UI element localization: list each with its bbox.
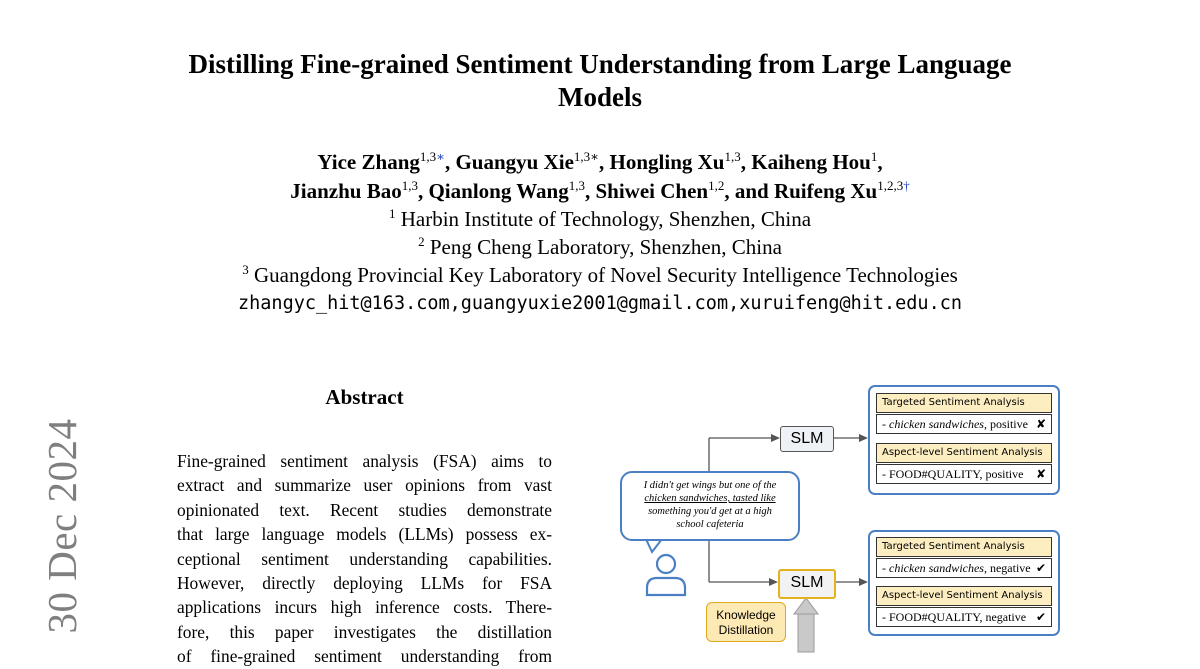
kd-line: Knowledge (716, 608, 776, 622)
abstract-line: opinionated text. Recent studies demonstrate (177, 499, 552, 520)
check-icon: ✔ (1035, 561, 1046, 575)
affiliation-number: 3 (242, 262, 249, 277)
author-affiliation-mark: 1,3 (419, 149, 437, 164)
review-line: school cafeteria (676, 519, 744, 530)
arrow-head-icon (771, 434, 780, 442)
abstract-line: However, directly deploying LLMs for FSA (177, 572, 552, 593)
author-separator: , (444, 150, 456, 174)
tsa-card-title: Targeted Sentiment Analysis (876, 393, 1052, 413)
aspect-polarity: - FOOD#QUALITY, positive (882, 467, 1024, 481)
title-line-2: Models (558, 82, 642, 112)
review-speech-bubble (620, 471, 800, 541)
author-name: Ruifeng Xu (773, 179, 878, 203)
affiliation-text: Peng Cheng Laboratory, Shenzhen, China (429, 235, 782, 259)
author-separator: , (584, 179, 596, 203)
title-line-1: Distilling Fine-grained Sentiment Understanding from Large Language (188, 49, 1012, 79)
author-affiliation-mark: 1,3 (568, 178, 585, 193)
asa-card-title: Aspect-level Sentiment Analysis (876, 443, 1052, 463)
affiliation-number: 1 (388, 206, 396, 221)
author-emails[interactable]: zhangyc_hit@163.com,guangyuxie2001@gmail.com,xuruifeng@hit.edu.cn (238, 293, 962, 314)
asa-card-value (876, 464, 1052, 484)
review-line: chicken sandwiches, tasted like (644, 493, 776, 504)
cross-icon: ✘ (1035, 417, 1046, 431)
abstract-line: extract and summarize user opinions from vast (177, 475, 552, 496)
author-affiliation-mark: 1,2 (708, 178, 725, 193)
affiliation-number: 2 (418, 234, 425, 249)
author-name: Jianzhu Bao (290, 179, 402, 203)
row-prefix: - (882, 417, 889, 431)
author-affiliation-mark: 1 (870, 149, 878, 164)
author-separator: , (417, 179, 429, 203)
author-name: Yice Zhang (317, 150, 420, 174)
author-name: Qianlong Wang (428, 179, 569, 203)
abstract-line: of fine-grained sentiment understanding from (177, 646, 552, 667)
author-affiliation-mark: 1,3 (401, 178, 418, 193)
abstract-line: that large language models (LLMs) possess ex- (177, 524, 552, 545)
equal-contribution-mark: ∗ (436, 149, 445, 164)
affiliation-text: Guangdong Provincial Key Laboratory of Novel Security Intelligence Technologies (253, 263, 958, 287)
tsa-card-value (876, 414, 1052, 434)
check-icon: ✔ (1035, 610, 1046, 624)
abstract-line: ceptional sentiment understanding capabilities. (177, 548, 552, 569)
author-name: Guangyu Xie (455, 150, 574, 174)
author-name: Shiwei Chen (595, 179, 709, 203)
kd-line: Distillation (718, 623, 774, 637)
author-separator: , (877, 150, 883, 174)
result-panel-distilled (868, 530, 1060, 636)
review-line: something you'd get at a high (648, 506, 772, 517)
distillation-arrow-icon (794, 598, 818, 652)
author-affiliation-mark: 1,2,3 (877, 178, 904, 193)
author-affiliation-mark: 1,3∗ (573, 149, 600, 164)
affiliation-text: Harbin Institute of Technology, Shenzhen, China (400, 207, 812, 231)
corresponding-author-mark: † (903, 178, 910, 193)
author-name: Hongling Xu (609, 150, 725, 174)
abstract-line: Fine-grained sentiment analysis (FSA) aims to (177, 451, 552, 471)
asa-card-value (876, 607, 1052, 627)
arrow-head-icon (859, 434, 868, 442)
author-separator: , (599, 150, 610, 174)
user-icon (647, 555, 685, 595)
target-term: chicken sandwiches (889, 417, 984, 431)
abstract-line: fore, this paper investigates the distillation (177, 621, 552, 642)
author-name: Kaiheng Hou (751, 150, 871, 174)
slm-box-distilled: SLM (778, 569, 836, 599)
author-separator: , and (724, 179, 774, 203)
cross-icon: ✘ (1035, 467, 1046, 481)
arrow-head-icon (769, 578, 778, 586)
arxiv-date-stamp: 30 Dec 2024 (39, 418, 85, 634)
knowledge-distillation-label (706, 602, 786, 642)
author-affiliation-mark: 1,3 (724, 149, 741, 164)
abstract-heading: Abstract (325, 385, 404, 409)
polarity: , negative (983, 561, 1031, 575)
row-prefix: - (882, 561, 889, 575)
polarity: , positive (983, 417, 1028, 431)
target-term: chicken sandwiches (889, 561, 984, 575)
slm-box-student: SLM (780, 426, 834, 452)
review-line: I didn't get wings but one of the (643, 480, 777, 491)
tsa-card-title: Targeted Sentiment Analysis (876, 537, 1052, 557)
asa-card-title: Aspect-level Sentiment Analysis (876, 586, 1052, 606)
tsa-card-value (876, 558, 1052, 578)
arrow-head-icon (859, 578, 868, 586)
author-separator: , (740, 150, 752, 174)
aspect-polarity: - FOOD#QUALITY, negative (882, 610, 1027, 624)
result-panel-slm (868, 385, 1060, 495)
abstract-line: applications incurs high inference costs. There- (177, 597, 552, 618)
